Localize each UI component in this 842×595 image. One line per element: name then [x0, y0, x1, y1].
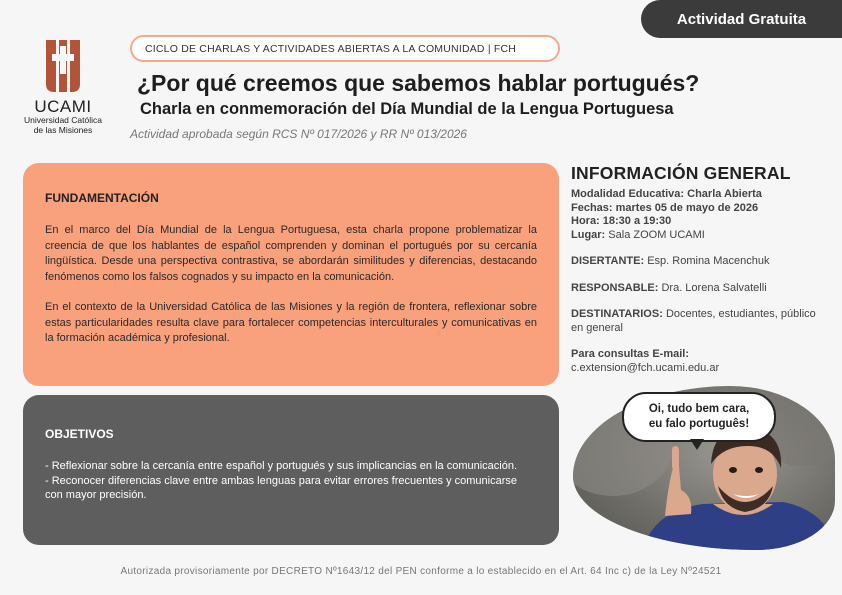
- fundamentacion-heading: FUNDAMENTACIÓN: [45, 191, 159, 205]
- info-responsable-value: Dra. Lorena Salvatelli: [661, 281, 767, 294]
- fundamentacion-paragraph-1: En el marco del Día Mundial de la Lengua Portuguesa, esta charla propone problematizar la creencia de que los hablantes de español comprenden y dominan el portugués por su cercanía lingüística. Desde una perspectiva contrastiva, se abordarán similitudes y diferencias, destacando fenómenos como los falsos cognados y su impacto en la comunicación.: [45, 224, 537, 283]
- cycle-label: CICLO DE CHARLAS Y ACTIVIDADES ABIERTAS A LA COMUNIDAD | FCH: [130, 35, 560, 62]
- info-consultas-label: Para consultas E-mail:: [571, 348, 689, 360]
- info-hora: Hora: 18:30 a 19:30: [571, 215, 672, 227]
- logo-name: UCAMI: [34, 97, 92, 116]
- info-modalidad: Modalidad Educativa: Charla Abierta: [571, 188, 762, 200]
- info-lugar-value: Sala ZOOM UCAMI: [608, 228, 705, 241]
- general-info: [571, 163, 831, 375]
- fundamentacion-card: [23, 163, 559, 386]
- speech-bubble-line-1: Oi, tudo bem cara,: [648, 403, 750, 415]
- objetivos-heading: OBJETIVOS: [45, 427, 114, 441]
- info-disertante-value: Esp. Romina Macenchuk: [647, 255, 770, 267]
- contact-email-link[interactable]: c.extension@fch.ucami.edu.ar: [571, 361, 720, 374]
- legal-footer: Autorizada provisoriamente por DECRETO Nº1643/12 del PEN conforme a lo establecido en el Art. 64 Inc c) de la Ley Nº24521: [120, 566, 722, 577]
- info-heading: INFORMACIÓN GENERAL: [571, 163, 791, 183]
- ucami-logo: [14, 38, 112, 138]
- speech-bubble-line-2: eu falo português!: [648, 418, 750, 430]
- info-destinatarios-label: DESTINATARIOS:: [571, 308, 663, 320]
- info-destinatarios-value: Docentes, estudiantes, público en general: [571, 308, 816, 334]
- info-fechas: Fechas: martes 05 de mayo de 2026: [571, 201, 759, 214]
- approval-note: Actividad aprobada según RCS Nº 017/2026 y RR Nº 013/2026: [130, 127, 467, 141]
- objetivo-item-2: - Reconocer diferencias clave entre ambas lenguas para evitar errores frecuentes y comunicarse con mayor precisión.: [45, 474, 518, 501]
- objetivo-item-1: - Reflexionar sobre la cercanía entre español y portugués y sus implicancias en la comunicación.: [45, 460, 518, 472]
- info-lugar-label: Lugar:: [571, 228, 606, 241]
- ucami-emblem-icon: [42, 38, 84, 94]
- page-subtitle: Charla en conmemoración del Día Mundial de la Lengua Portuguesa: [140, 100, 674, 118]
- speech-bubble: [622, 392, 776, 442]
- info-responsable-label: RESPONSABLE:: [571, 281, 659, 294]
- objetivos-card: [23, 395, 559, 545]
- fundamentacion-paragraph-2: En el contexto de la Universidad Católica de las Misiones y la región de frontera, reflexionar sobre estas particularidades resulta clave para fortalecer competencias interculturales y comunicativas en la formación académica y profesional.: [45, 301, 537, 344]
- free-activity-badge: Actividad Gratuita: [641, 0, 842, 38]
- speech-bubble-tail: [690, 439, 704, 450]
- page-title: ¿Por qué creemos que sabemos hablar portugués?: [137, 70, 700, 96]
- logo-subtitle: Universidad Católica de las Misiones: [24, 115, 102, 135]
- info-disertante-label: DISERTANTE:: [571, 255, 645, 267]
